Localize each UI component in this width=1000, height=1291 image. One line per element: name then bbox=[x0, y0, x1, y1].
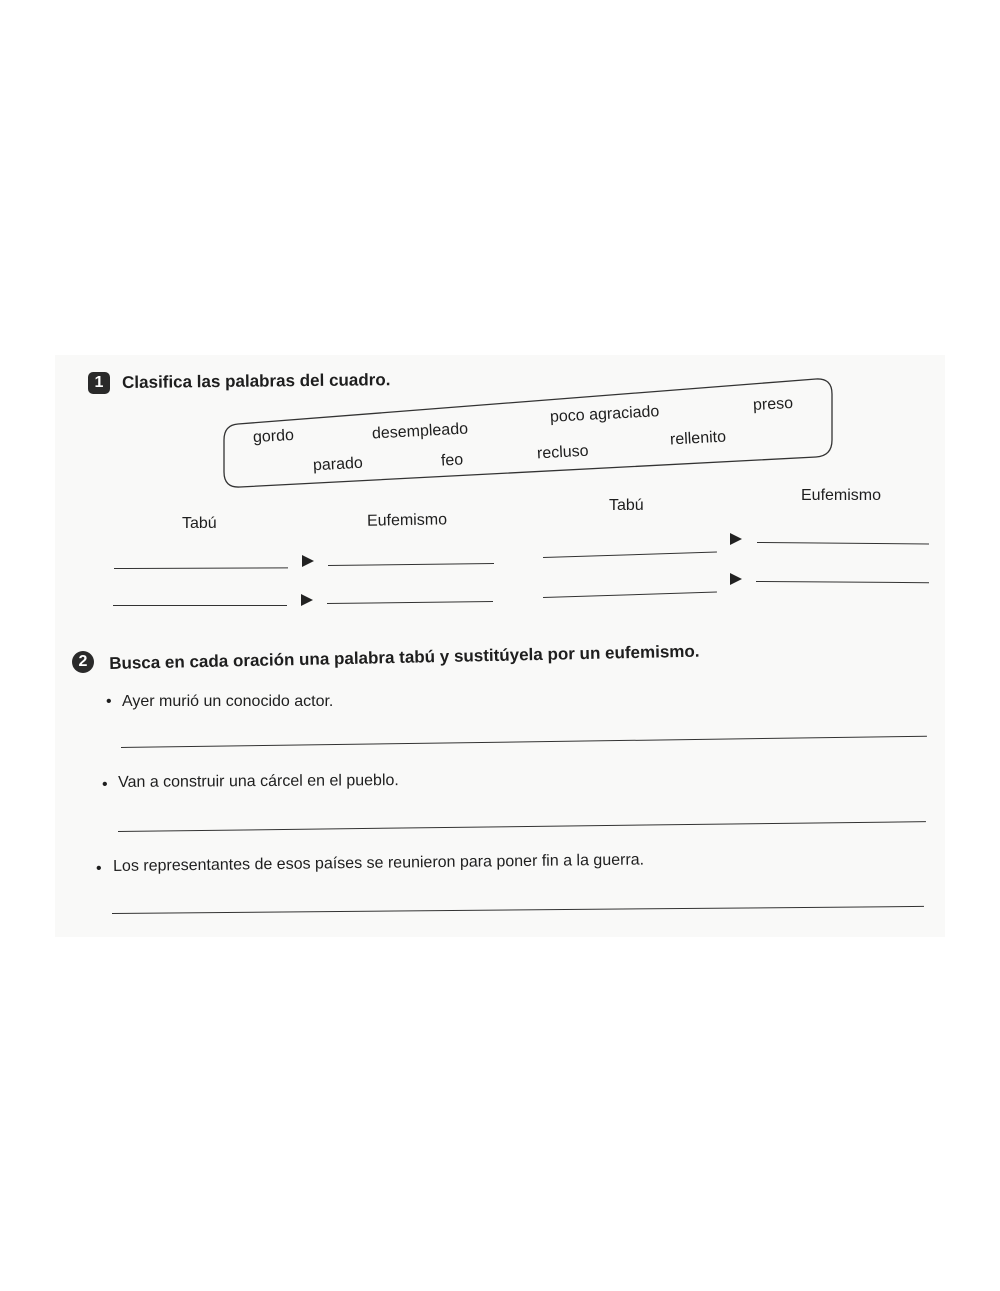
exercise-1-title: Clasifica las palabras del cuadro. bbox=[122, 370, 391, 392]
sentence-1: Ayer murió un conocido actor. bbox=[122, 693, 334, 710]
bullet: • bbox=[102, 776, 108, 793]
arrow-icon bbox=[301, 594, 313, 606]
word-item: feo bbox=[440, 451, 464, 470]
exercise-1-number-badge: 1 bbox=[88, 372, 110, 394]
arrow-icon bbox=[730, 533, 742, 545]
bullet: • bbox=[106, 693, 112, 710]
exercise-2-number-badge: 2 bbox=[72, 651, 94, 673]
right-euphemism-label: Eufemismo bbox=[801, 487, 882, 504]
word-item: gordo bbox=[252, 426, 295, 447]
taboo-answer-line[interactable] bbox=[113, 605, 287, 606]
left-taboo-label: Tabú bbox=[182, 515, 217, 532]
sentence-3: Los representantes de esos países se reunieron para poner fin a la guerra. bbox=[113, 851, 645, 875]
word-item: recluso bbox=[536, 442, 589, 463]
arrow-icon bbox=[730, 573, 742, 585]
word-item: poco agraciado bbox=[549, 403, 660, 426]
exercise-2-title: Busca en cada oración una palabra tabú y sustitúyela por un eufemismo. bbox=[109, 641, 700, 673]
arrow-icon bbox=[302, 555, 314, 567]
word-item: parado bbox=[312, 454, 364, 475]
right-taboo-label: Tabú bbox=[609, 497, 644, 514]
bullet: • bbox=[96, 860, 102, 877]
word-item: desempleado bbox=[371, 420, 469, 443]
left-euphemism-label: Eufemismo bbox=[366, 511, 448, 530]
word-item: preso bbox=[752, 394, 794, 415]
sentence-2: Van a construir una cárcel en el pueblo. bbox=[118, 772, 399, 791]
word-item: rellenito bbox=[669, 428, 727, 449]
